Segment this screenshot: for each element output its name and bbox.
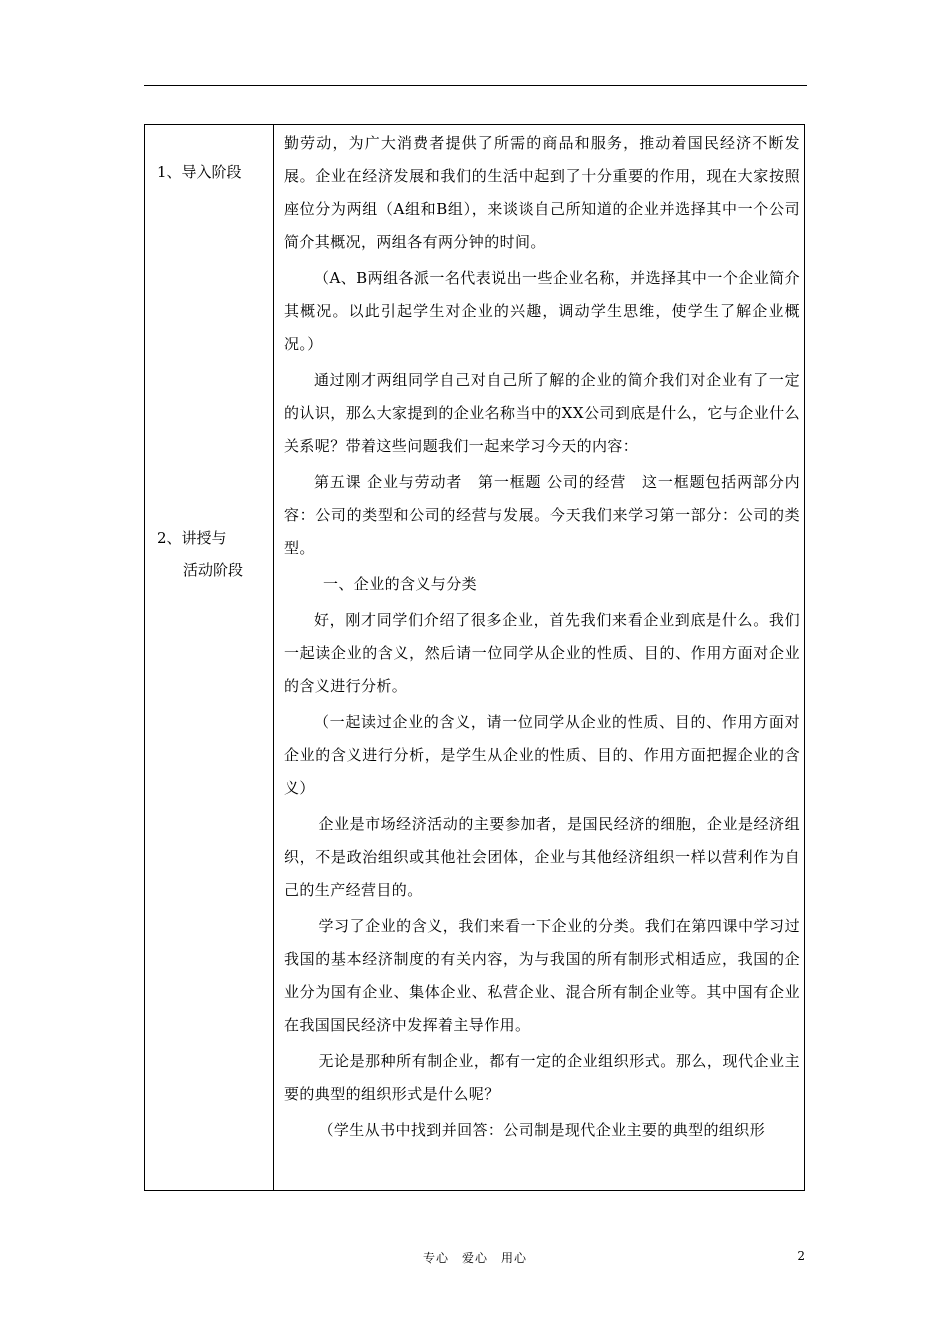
paragraph: 通过刚才两组同学自己对自己所了解的企业的简介我们对企业有了一定的认识，那么大家提到的企业名称当中的XX公司到底是什么，它与企业什么关系呢？带着这些问题我们一起来学习今天的内容： <box>284 371 800 455</box>
paragraph: 好，刚才同学们介绍了很多企业，首先我们来看企业到底是什么。我们一起读企业的含义，然后请一位同学从企业的性质、目的、作用方面对企业的含义进行分析。 <box>284 611 800 695</box>
page-number: 2 <box>797 1249 805 1263</box>
lesson-table <box>144 124 805 1191</box>
stage-cell-intro <box>157 156 242 188</box>
paragraph: 第五课 企业与劳动者 第一框题 公司的经营 这一框题包括两部分内容：公司的类型和公司的经营与发展。今天我们来学习第一部分：公司的类型。 <box>284 473 800 557</box>
section-heading: 一、企业的含义与分类 <box>323 575 478 593</box>
stage-label-teaching-line1: 2、讲授与 <box>157 529 227 547</box>
paragraph: 无论是那种所有制企业，都有一定的企业组织形式。那么，现代企业主要的典型的组织形式是什么呢？ <box>284 1052 800 1103</box>
paragraph: （一起读过企业的含义，请一位同学从企业的性质、目的、作用方面对企业的含义进行分析，是学生从企业的性质、目的、作用方面把握企业的含义） <box>284 713 800 797</box>
paragraph: （学生从书中找到并回答：公司制是现代企业主要的典型的组织形 <box>318 1121 766 1139</box>
content-cell <box>284 127 800 1150</box>
paragraph: （A、B两组各派一名代表说出一些企业名称，并选择其中一个企业简介其概况。以此引起学生对企业的兴趣，调动学生思维，使学生了解企业概况。） <box>284 269 800 353</box>
paragraph: 勤劳动，为广大消费者提供了所需的商品和服务，推动着国民经济不断发展。企业在经济发展和我们的生活中起到了十分重要的作用，现在大家按照座位分为两组（A组和B组），来谈谈自己所知道的企业并选择其中一个公司简介其概况，两组各有两分钟的时间。 <box>284 134 800 251</box>
stage-label-teaching-line2: 活动阶段 <box>183 561 244 579</box>
paragraph: 学习了企业的含义，我们来看一下企业的分类。我们在第四课中学习过我国的基本经济制度的有关内容，为与我国的所有制形式相适应，我国的企业分为国有企业、集体企业、私营企业、混合所有制企业等。其中国有企业在我国国民经济中发挥着主导作用。 <box>284 917 800 1034</box>
header-rule <box>144 85 807 86</box>
paragraph: 企业是市场经济活动的主要参加者，是国民经济的细胞，企业是经济组织，不是政治组织或其他社会团体，企业与其他经济组织一样以营利作为自己的生产经营目的。 <box>284 815 800 899</box>
footer-motto: 专心 爱心 用心 <box>422 1251 527 1265</box>
stage-label-intro: 1、导入阶段 <box>157 163 242 181</box>
column-divider <box>273 125 274 1190</box>
stage-cell-teaching <box>157 522 243 586</box>
